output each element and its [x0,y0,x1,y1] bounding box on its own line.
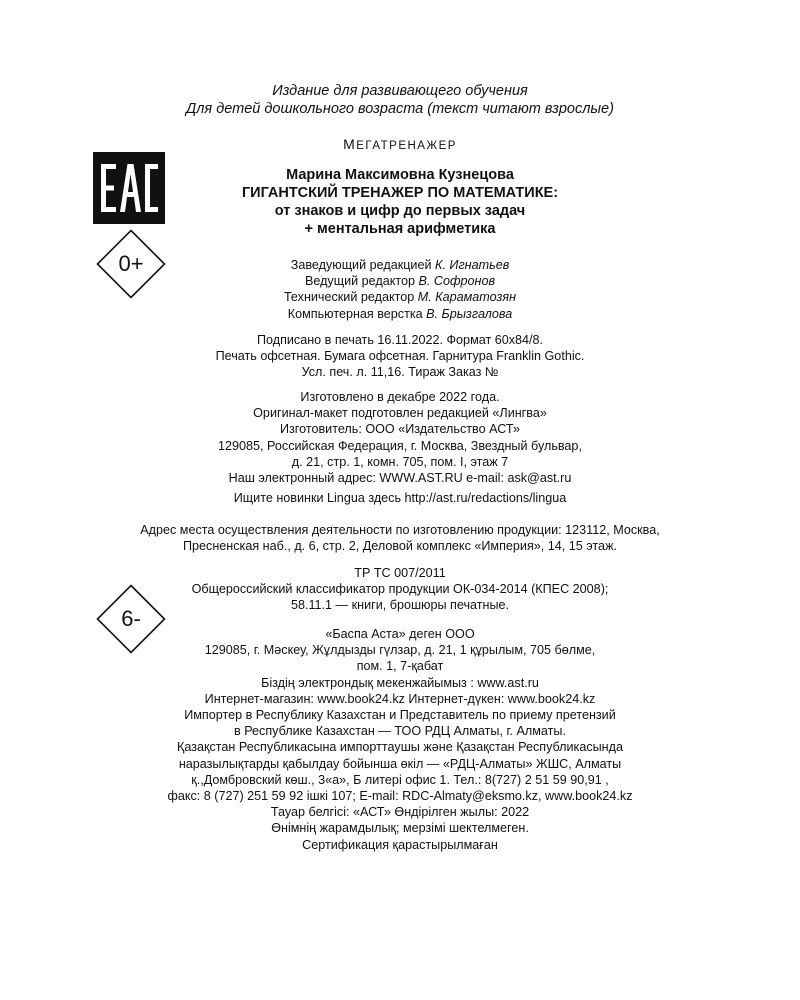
print-info-line: Печать офсетная. Бумага офсетная. Гарнитура Franklin Gothic. [215,349,585,364]
classification-line: Общероссийский классификатор продукции ОК-034-2014 (КПЕС 2008); [191,582,609,597]
production-address [0,522,800,554]
author-name: Марина Максимовна Кузнецова [286,167,514,183]
production-address-line: Пресненская наб., д. 6, стр. 2, Деловой комплекс «Империя», 14, 15 этаж. [182,539,617,554]
print-info-line: Усл. печ. л. 11,16. Тираж Заказ № [301,365,499,380]
kz-line: Интернет-магазин: www.book24.kz Интернет-дүкен: www.book24.kz [204,691,596,706]
manufacturer-line: 129085, Российская Федерация, г. Москва, Звездный бульвар, [218,438,582,453]
book-title: ГИГАНТСКИЙ ТРЕНАЖЕР ПО МАТЕМАТИКЕ: [241,185,559,201]
manufacturer-line: д. 21, стр. 1, комн. 705, пом. I, этаж 7 [291,454,509,469]
print-info-line: Подписано в печать 16.11.2022. Формат 60х84/8. [256,333,544,347]
kz-line: Тауар белгісі: «АСТ» Өндірілген жылы: 2022 [270,805,530,820]
kz-line: Қазақстан Республикасына импорттаушы және Қазақстан Республикасында [177,740,623,755]
book-subtitle-2: + ментальная арифметика [304,221,496,237]
kz-line: в Республике Казахстан — ТОО РДЦ Алматы, г. Алматы. [234,724,566,739]
classification-line: 58.11.1 — книги, брошюры печатные. [290,598,510,613]
edition-purpose-line-2: Для детей дошкольного возраста (текст читают взрослые) [186,101,614,117]
series-name [0,137,800,153]
kz-line: факс: 8 (727) 251 59 92 ішкі 107; E-mail: RDC-Almaty@eksmo.kz, www.book24.kz [167,789,633,804]
kz-line: «Баспа Аста» деген ООО [325,627,475,641]
edition-purpose-line-1: Издание для развивающего обучения [272,83,528,99]
age-rating-label: 0+ [118,251,144,276]
credit-line: Компьютерная верстка В. Брызгалова [287,306,513,321]
kazakhstan-info [0,626,800,853]
book-subtitle-1: от знаков и цифр до первых задач [274,203,526,219]
edition-purpose [0,82,800,118]
age-rating-label-secondary: 6- [121,606,141,631]
manufacturer-info [0,389,800,486]
kz-line: қ.,Домбровский көш., 3«а», Б литері офис 1. Тел.: 8(727) 2 51 59 90,91 , [191,772,609,787]
credit-line: Технический редактор М. Караматозян [283,290,517,305]
kz-line: пом. 1, 7-қабат [356,659,444,674]
kz-line: Сертификация қарастырылмаған [302,837,498,852]
classification-line: ТР ТС 007/2011 [354,566,446,580]
production-address-line: Адрес места осуществления деятельности по изготовлению продукции: 123112, Москва, [140,523,660,537]
novelties-link-text: Ищите новинки Lingua здесь http://ast.ru/redactions/lingua [233,491,567,505]
kz-line: Біздің электрондық мекенжайымыз : www.ast.ru [261,675,539,690]
kz-line: 129085, г. Мәскеу, Жұлдызды гүлзар, д. 21, 1 құрылым, 705 бөлме, [204,643,596,658]
manufacturer-line: Изготовитель: ООО «Издательство АСТ» [279,422,521,437]
book-title-block [0,166,800,238]
classification-info [0,565,800,614]
kz-line: наразылықтарды қабылдау бойынша өкіл — «РДЦ-Алматы» ЖШС, Алматы [178,756,622,771]
print-info [0,332,800,381]
series-rest: ЕГАТРЕНАЖЕР [356,140,457,152]
manufacturer-line: Оригинал-макет подготовлен редакцией «Лингва» [253,406,547,421]
credit-line: Ведущий редактор В. Софронов [304,274,496,289]
manufacturer-line: Изготовлено в декабре 2022 года. [300,390,500,404]
credit-line: Заведующий редакцией К. Игнатьев [290,258,510,272]
series-initial: М [343,136,357,152]
kz-line: Импортер в Республику Казахстан и Представитель по приему претензий [184,708,616,723]
editorial-credits [0,257,800,322]
kz-line: Өнімнің жарамдылық; мерзімі шектелмеген. [271,821,529,836]
manufacturer-line: Наш электронный адрес: WWW.AST.RU e-mail: ask@ast.ru [228,471,572,486]
